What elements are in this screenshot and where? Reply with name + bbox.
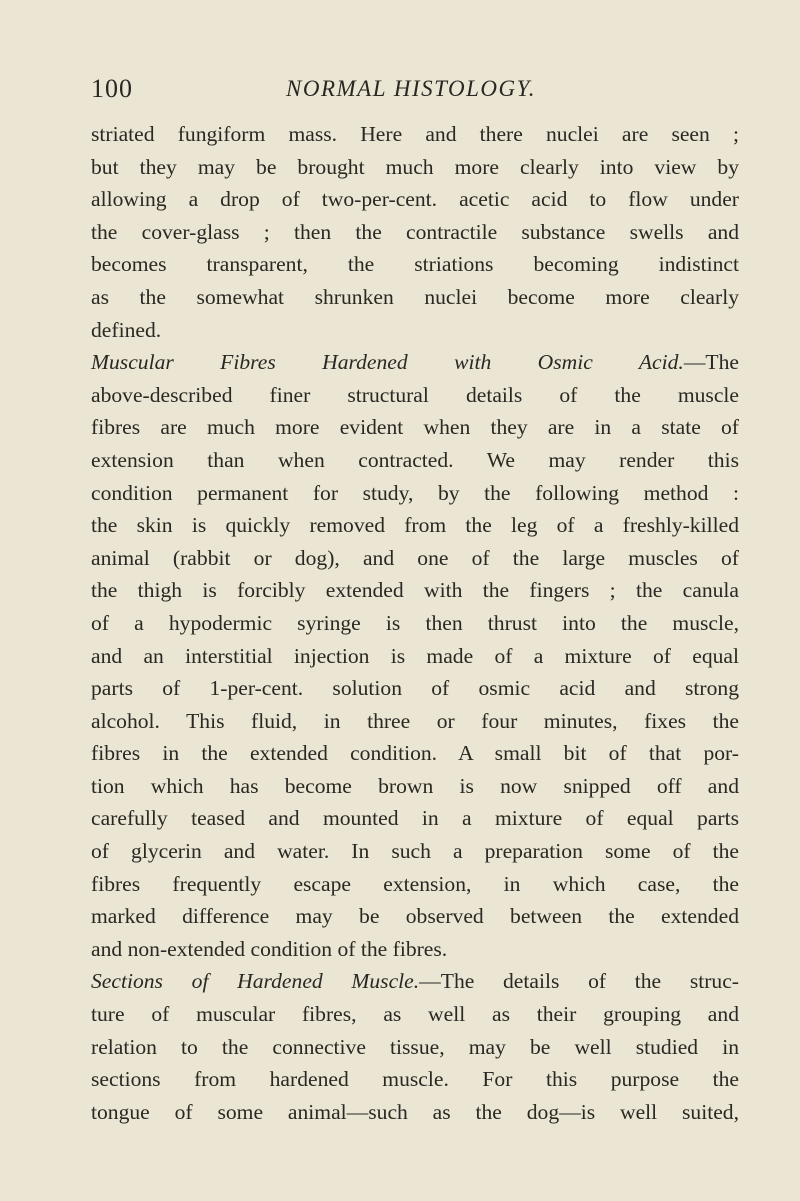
line-text: parts of 1-per-cent. solution of osmic acid and strong [91, 676, 739, 701]
line-text: and non-extended condition of the fibres. [91, 936, 448, 961]
line-text: —The [683, 350, 739, 375]
line-text: above-described finer structural details of the muscle [91, 382, 739, 407]
text-line [91, 542, 739, 575]
text-line [91, 118, 739, 151]
line-text: carefully teased and mounted in a mixture of equal parts [91, 806, 739, 831]
body-text [91, 118, 739, 1128]
text-line [91, 900, 739, 933]
text-line [91, 411, 739, 444]
text-line [91, 477, 739, 510]
line-text: fibres are much more evident when they are in a state of [91, 415, 739, 440]
line-text: becomes transparent, the striations becoming indistinct [91, 252, 739, 277]
line-text: —The details of the struc- [419, 969, 739, 994]
text-line [91, 835, 739, 868]
line-text: tion which has become brown is now snipped off and [91, 773, 739, 798]
line-text: allowing a drop of two-per-cent. acetic acid to flow under [91, 187, 739, 212]
text-line [91, 509, 739, 542]
line-text: the thigh is forcibly extended with the fingers ; the canula [91, 578, 739, 603]
line-text: of a hypodermic syringe is then thrust into the muscle, [91, 610, 739, 635]
text-line [91, 248, 739, 281]
text-line [91, 607, 739, 640]
text-line [91, 672, 739, 705]
text-line [91, 1096, 739, 1129]
text-line [91, 965, 739, 998]
text-line [91, 151, 739, 184]
text-line [91, 314, 739, 347]
line-text: ture of muscular fibres, as well as their grouping and [91, 1002, 739, 1027]
line-text: condition permanent for study, by the following method : [91, 480, 739, 505]
text-line [91, 802, 739, 835]
running-title: NORMAL HISTOLOGY. [286, 76, 537, 101]
text-line [91, 737, 739, 770]
text-line [91, 216, 739, 249]
text-line [91, 1031, 739, 1064]
text-line [91, 183, 739, 216]
text-line [91, 998, 739, 1031]
line-text: defined. [91, 317, 162, 342]
text-line [91, 574, 739, 607]
line-text: alcohol. This fluid, in three or four minutes, fixes the [91, 708, 739, 733]
line-text: tongue of some animal—such as the dog—is well suited, [91, 1099, 739, 1124]
line-text: striated fungiform mass. Here and there nuclei are seen ; [91, 122, 739, 146]
line-text: marked difference may be observed between the extended [91, 904, 739, 929]
line-text: fibres frequently escape extension, in which case, the [91, 871, 739, 896]
text-line [91, 705, 739, 738]
page-header [91, 74, 731, 114]
section-heading: Muscular Fibres Hardened with Osmic Acid. [91, 350, 684, 375]
text-line [91, 346, 739, 379]
line-text: fibres in the extended condition. A small bit of that por- [91, 741, 739, 766]
line-text: the skin is quickly removed from the leg of a freshly-killed [91, 513, 739, 538]
line-text: and an interstitial injection is made of a mixture of equal [91, 643, 739, 668]
text-line [91, 933, 739, 966]
line-text: as the somewhat shrunken nuclei become more clearly [91, 284, 739, 309]
page-number: 100 [91, 74, 133, 103]
section-heading: Sections of Hardened Muscle. [91, 969, 420, 994]
text-line [91, 379, 739, 412]
text-line [91, 868, 739, 901]
line-text: extension than when contracted. We may render this [91, 447, 739, 472]
text-line [91, 640, 739, 673]
text-line [91, 1063, 739, 1096]
text-line [91, 444, 739, 477]
line-text: of glycerin and water. In such a preparation some of the [91, 839, 739, 864]
line-text: animal (rabbit or dog), and one of the large muscles of [91, 545, 739, 570]
line-text: the cover-glass ; then the contractile substance swells and [91, 219, 739, 244]
line-text: relation to the connective tissue, may be well studied in [91, 1034, 739, 1059]
text-line [91, 770, 739, 803]
line-text: sections from hardened muscle. For this purpose the [91, 1067, 739, 1092]
text-line [91, 281, 739, 314]
line-text: but they may be brought much more clearly into view by [91, 154, 739, 179]
